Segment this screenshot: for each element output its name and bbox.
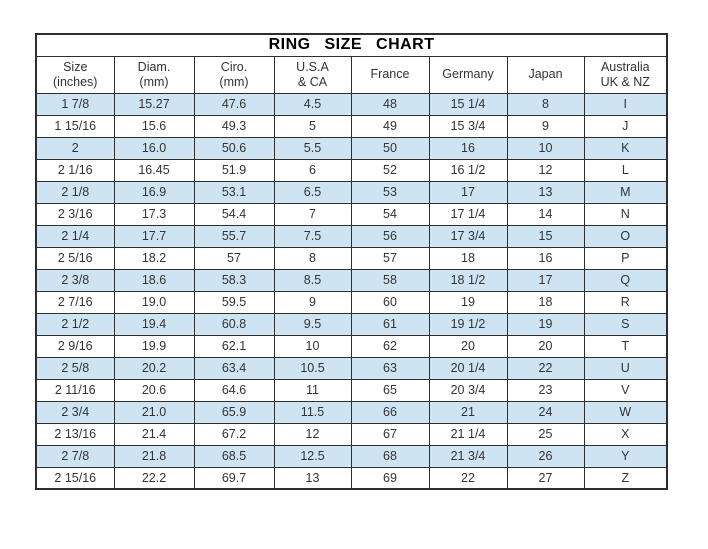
- table-cell: 8: [507, 93, 584, 115]
- table-cell: 68: [351, 445, 429, 467]
- table-cell: 22: [507, 357, 584, 379]
- table-cell: X: [584, 423, 667, 445]
- table-cell: 23: [507, 379, 584, 401]
- table-cell: 8: [274, 247, 351, 269]
- table-cell: 69.7: [194, 467, 274, 489]
- table-cell: 47.6: [194, 93, 274, 115]
- table-body: [36, 93, 667, 489]
- table-cell: N: [584, 203, 667, 225]
- table-cell: 19.9: [114, 335, 194, 357]
- table-cell: 2 1/8: [36, 181, 114, 203]
- table-cell: 18 1/2: [429, 269, 507, 291]
- table-row: [36, 247, 667, 269]
- table-cell: S: [584, 313, 667, 335]
- table-cell: V: [584, 379, 667, 401]
- column-header: France: [351, 56, 429, 93]
- table-cell: 53: [351, 181, 429, 203]
- table-row: [36, 445, 667, 467]
- table-cell: 15: [507, 225, 584, 247]
- table-cell: 13: [507, 181, 584, 203]
- table-cell: 58: [351, 269, 429, 291]
- table-cell: 52: [351, 159, 429, 181]
- table-cell: 2: [36, 137, 114, 159]
- table-cell: 5: [274, 115, 351, 137]
- table-cell: 67.2: [194, 423, 274, 445]
- table-cell: 67: [351, 423, 429, 445]
- table-cell: 66: [351, 401, 429, 423]
- table-cell: 49: [351, 115, 429, 137]
- table-cell: 2 1/16: [36, 159, 114, 181]
- table-cell: 11.5: [274, 401, 351, 423]
- ring-size-chart: [35, 33, 666, 490]
- table-cell: 1 15/16: [36, 115, 114, 137]
- table-row: [36, 335, 667, 357]
- table-cell: 21 3/4: [429, 445, 507, 467]
- table-cell: 60: [351, 291, 429, 313]
- table-cell: 16.0: [114, 137, 194, 159]
- table-cell: R: [584, 291, 667, 313]
- table-cell: 50.6: [194, 137, 274, 159]
- table-cell: 54: [351, 203, 429, 225]
- table-cell: 15.6: [114, 115, 194, 137]
- table-cell: 62: [351, 335, 429, 357]
- table-cell: 12: [507, 159, 584, 181]
- header-row: [36, 56, 667, 93]
- table-row: [36, 379, 667, 401]
- table-cell: 12: [274, 423, 351, 445]
- table-cell: 2 15/16: [36, 467, 114, 489]
- table-cell: 2 3/4: [36, 401, 114, 423]
- table-cell: 16 1/2: [429, 159, 507, 181]
- table-cell: 2 7/16: [36, 291, 114, 313]
- table-cell: 17: [507, 269, 584, 291]
- table-cell: 20: [429, 335, 507, 357]
- table-cell: 51.9: [194, 159, 274, 181]
- table-cell: 63: [351, 357, 429, 379]
- table-cell: 22.2: [114, 467, 194, 489]
- table-cell: 10.5: [274, 357, 351, 379]
- table-cell: 9.5: [274, 313, 351, 335]
- table-cell: 49.3: [194, 115, 274, 137]
- table-cell: 4.5: [274, 93, 351, 115]
- table-cell: 18.6: [114, 269, 194, 291]
- table-cell: 20 1/4: [429, 357, 507, 379]
- table-cell: 19.4: [114, 313, 194, 335]
- table-cell: 58.3: [194, 269, 274, 291]
- table-cell: 2 5/16: [36, 247, 114, 269]
- table-cell: 13: [274, 467, 351, 489]
- table-cell: 22: [429, 467, 507, 489]
- table-row: [36, 401, 667, 423]
- table-row: [36, 357, 667, 379]
- table-cell: 48: [351, 93, 429, 115]
- table-cell: 19: [507, 313, 584, 335]
- table-cell: 16: [429, 137, 507, 159]
- table-cell: 16: [507, 247, 584, 269]
- table-cell: 64.6: [194, 379, 274, 401]
- table-cell: 20 3/4: [429, 379, 507, 401]
- table-cell: 21.0: [114, 401, 194, 423]
- table-cell: 20: [507, 335, 584, 357]
- table-cell: 7.5: [274, 225, 351, 247]
- table-cell: 2 3/8: [36, 269, 114, 291]
- table-cell: 10: [507, 137, 584, 159]
- table-cell: Q: [584, 269, 667, 291]
- table-cell: 50: [351, 137, 429, 159]
- ring-size-table: [35, 33, 668, 490]
- table-cell: 2 9/16: [36, 335, 114, 357]
- table-row: [36, 225, 667, 247]
- table-cell: O: [584, 225, 667, 247]
- table-row: [36, 467, 667, 489]
- table-cell: 2 1/4: [36, 225, 114, 247]
- table-cell: 2 13/16: [36, 423, 114, 445]
- table-cell: 15.27: [114, 93, 194, 115]
- table-row: [36, 313, 667, 335]
- table-cell: 27: [507, 467, 584, 489]
- table-cell: 53.1: [194, 181, 274, 203]
- table-cell: Y: [584, 445, 667, 467]
- table-cell: 17: [429, 181, 507, 203]
- table-cell: 2 11/16: [36, 379, 114, 401]
- table-cell: U: [584, 357, 667, 379]
- table-cell: 17 1/4: [429, 203, 507, 225]
- table-cell: 26: [507, 445, 584, 467]
- column-header: Size (inches): [36, 56, 114, 93]
- table-cell: 18: [429, 247, 507, 269]
- table-cell: K: [584, 137, 667, 159]
- table-cell: 65.9: [194, 401, 274, 423]
- table-cell: 1 7/8: [36, 93, 114, 115]
- table-cell: L: [584, 159, 667, 181]
- table-cell: J: [584, 115, 667, 137]
- table-row: [36, 181, 667, 203]
- table-cell: 9: [274, 291, 351, 313]
- table-cell: 21: [429, 401, 507, 423]
- table-cell: 19.0: [114, 291, 194, 313]
- table-cell: I: [584, 93, 667, 115]
- table-cell: 12.5: [274, 445, 351, 467]
- column-header: U.S.A & CA: [274, 56, 351, 93]
- chart-title: RING SIZE CHART: [36, 34, 667, 56]
- column-header: Australia UK & NZ: [584, 56, 667, 93]
- title-row: [36, 34, 667, 56]
- column-header: Ciro. (mm): [194, 56, 274, 93]
- table-cell: 18.2: [114, 247, 194, 269]
- table-row: [36, 115, 667, 137]
- table-cell: 63.4: [194, 357, 274, 379]
- table-cell: 2 5/8: [36, 357, 114, 379]
- table-cell: T: [584, 335, 667, 357]
- table-cell: 7: [274, 203, 351, 225]
- table-cell: 24: [507, 401, 584, 423]
- table-cell: 68.5: [194, 445, 274, 467]
- table-cell: 14: [507, 203, 584, 225]
- table-cell: 11: [274, 379, 351, 401]
- table-row: [36, 203, 667, 225]
- table-cell: 2 1/2: [36, 313, 114, 335]
- column-header: Diam. (mm): [114, 56, 194, 93]
- table-cell: Z: [584, 467, 667, 489]
- table-cell: 15 1/4: [429, 93, 507, 115]
- table-cell: 6.5: [274, 181, 351, 203]
- table-cell: 21 1/4: [429, 423, 507, 445]
- table-cell: 17 3/4: [429, 225, 507, 247]
- table-cell: 61: [351, 313, 429, 335]
- table-cell: 65: [351, 379, 429, 401]
- table-cell: 20.2: [114, 357, 194, 379]
- table-row: [36, 93, 667, 115]
- table-cell: 54.4: [194, 203, 274, 225]
- table-cell: 9: [507, 115, 584, 137]
- table-cell: 62.1: [194, 335, 274, 357]
- table-cell: 56: [351, 225, 429, 247]
- table-cell: 15 3/4: [429, 115, 507, 137]
- table-cell: 2 3/16: [36, 203, 114, 225]
- table-cell: 18: [507, 291, 584, 313]
- table-cell: 20.6: [114, 379, 194, 401]
- column-header: Japan: [507, 56, 584, 93]
- table-cell: 69: [351, 467, 429, 489]
- table-cell: 57: [194, 247, 274, 269]
- column-header: Germany: [429, 56, 507, 93]
- table-cell: 59.5: [194, 291, 274, 313]
- table-cell: 19 1/2: [429, 313, 507, 335]
- table-cell: 17.3: [114, 203, 194, 225]
- table-cell: 16.9: [114, 181, 194, 203]
- table-cell: 2 7/8: [36, 445, 114, 467]
- table-cell: 19: [429, 291, 507, 313]
- table-row: [36, 269, 667, 291]
- table-cell: 60.8: [194, 313, 274, 335]
- table-row: [36, 423, 667, 445]
- table-cell: M: [584, 181, 667, 203]
- table-cell: 8.5: [274, 269, 351, 291]
- table-cell: 16.45: [114, 159, 194, 181]
- table-row: [36, 291, 667, 313]
- table-row: [36, 137, 667, 159]
- table-cell: 57: [351, 247, 429, 269]
- table-cell: 25: [507, 423, 584, 445]
- table-cell: 10: [274, 335, 351, 357]
- table-cell: 6: [274, 159, 351, 181]
- table-row: [36, 159, 667, 181]
- table-cell: 55.7: [194, 225, 274, 247]
- table-cell: 5.5: [274, 137, 351, 159]
- table-cell: 17.7: [114, 225, 194, 247]
- table-cell: 21.8: [114, 445, 194, 467]
- table-cell: 21.4: [114, 423, 194, 445]
- table-cell: W: [584, 401, 667, 423]
- table-cell: P: [584, 247, 667, 269]
